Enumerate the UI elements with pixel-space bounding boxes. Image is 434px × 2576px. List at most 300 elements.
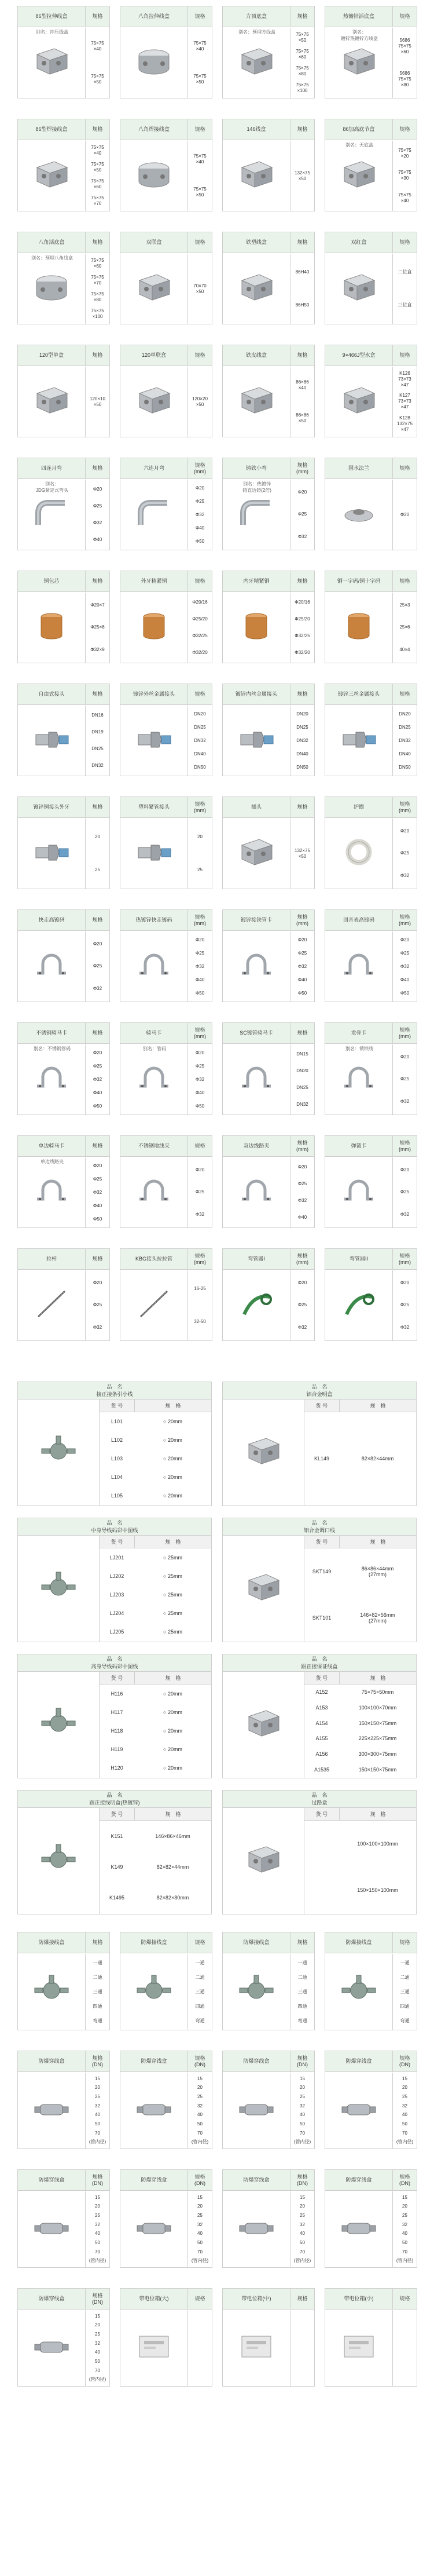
product-illustration-icon xyxy=(134,1973,174,2011)
spec-value: 32 xyxy=(300,2103,305,2109)
table-product-image xyxy=(18,1400,99,1506)
product-image xyxy=(120,1044,187,1115)
spec-value: Φ20 xyxy=(297,489,307,495)
product-card-body xyxy=(325,480,417,550)
spec-value: Φ25 xyxy=(195,1063,205,1069)
product-card-header xyxy=(325,571,417,592)
spec-value: Φ40 xyxy=(195,525,205,531)
spec-list xyxy=(85,2073,109,2149)
product-card xyxy=(17,796,110,889)
item-spec: 146×86×46mm xyxy=(155,1833,190,1839)
product-illustration-icon xyxy=(236,44,277,82)
product-card xyxy=(17,1932,110,2030)
spec-value: DN40 xyxy=(194,751,206,757)
product-image xyxy=(18,1954,85,2030)
spec-value: Φ32 xyxy=(93,1076,102,1082)
product-illustration-icon xyxy=(134,496,174,534)
product-name: 热镀锌活底盒 xyxy=(343,13,374,19)
spec-value: 75×75 ×40 xyxy=(193,40,207,52)
table-row xyxy=(100,1833,211,1839)
product-name: 八角活底盒 xyxy=(38,239,65,245)
spec-value: 5686 75×75 ×80 xyxy=(398,71,411,88)
spec-value: Φ25/20 xyxy=(295,616,310,622)
product-illustration-icon xyxy=(31,609,72,646)
spec-list xyxy=(187,480,212,550)
spec-value: (管内径) xyxy=(89,2377,106,2383)
item-code: LJ205 xyxy=(109,1629,124,1635)
product-illustration-icon xyxy=(236,1973,277,2011)
product-image xyxy=(223,1270,290,1340)
product-name: 铜包芯 xyxy=(43,578,60,584)
item-code: A155 xyxy=(315,1735,328,1742)
spec-value: 70 xyxy=(402,2249,407,2255)
spec-value: Φ50 xyxy=(93,1216,102,1222)
spec-header: 规格 xyxy=(187,6,212,27)
product-card-header xyxy=(120,2051,212,2072)
product-card-header xyxy=(325,2170,417,2191)
product-card-body xyxy=(325,593,417,663)
item-code: LJ203 xyxy=(109,1592,124,1598)
spec-header: 规格 xyxy=(290,6,314,27)
spec-header: 规格 xyxy=(85,6,109,27)
spec-list xyxy=(290,2073,314,2149)
product-image xyxy=(223,141,290,211)
spec-value: (管内径) xyxy=(89,2139,106,2145)
spec-header: 规格 xyxy=(290,1023,314,1043)
spec-value: Φ20 xyxy=(297,1164,307,1170)
spec-table-rows xyxy=(100,1821,211,1913)
product-card-header xyxy=(223,6,314,27)
table-row xyxy=(100,1474,211,1480)
product-name: 四连月弯 xyxy=(41,465,62,471)
product-illustration-icon xyxy=(38,1842,79,1880)
spec-header: 规格 (mm) xyxy=(392,1136,417,1156)
item-spec: 82×82×80mm xyxy=(156,1895,189,1901)
spec-header: 规格 xyxy=(392,571,417,591)
product-card xyxy=(325,345,417,437)
spec-value: 20 xyxy=(402,2085,407,2091)
spec-value: 40 xyxy=(197,2231,203,2237)
spec-value: 40 xyxy=(300,2231,305,2237)
spec-table-rows xyxy=(100,1685,211,1777)
product-illustration-icon xyxy=(31,1287,72,1324)
product-image xyxy=(18,1157,85,1227)
spec-value: 15 xyxy=(402,2076,407,2081)
spec-value: DN25 xyxy=(91,746,104,751)
product-name: 铜一字码/铜十字码 xyxy=(337,578,381,584)
product-card-body xyxy=(120,1954,212,2030)
product-illustration-icon xyxy=(31,1061,72,1098)
product-name: 防爆穿线盒 xyxy=(243,2058,270,2064)
spec-header: 规格 xyxy=(85,684,109,704)
product-card-header xyxy=(120,1136,212,1157)
product-illustration-icon xyxy=(134,270,174,308)
product-card xyxy=(120,2051,212,2149)
spec-header: 规格 xyxy=(85,1932,109,1953)
spec-value: 120×10 ×50 xyxy=(90,396,105,407)
spec-value: Φ32/25 xyxy=(192,633,208,638)
table-category-title: 品 名 过路盒 xyxy=(223,1791,416,1808)
spec-list xyxy=(85,593,109,663)
product-card xyxy=(222,345,315,437)
product-card-body xyxy=(120,28,212,98)
spec-value: DN32 xyxy=(91,762,104,768)
spec-value: 20 xyxy=(95,2085,100,2091)
product-card-header xyxy=(18,1136,109,1157)
spec-list xyxy=(392,2191,417,2267)
product-alias: 别名：预埋方线盒 xyxy=(238,30,275,35)
product-card-header xyxy=(18,458,109,479)
spec-header: 规格 (mm) xyxy=(187,910,212,930)
product-illustration-icon xyxy=(31,948,72,985)
product-name: 86型拉伸线盒 xyxy=(35,13,68,19)
spec-list xyxy=(85,367,109,437)
spec-value: 四通 xyxy=(195,2003,205,2009)
item-code: K151 xyxy=(111,1833,123,1839)
item-spec: 100×100×70mm xyxy=(358,1704,397,1711)
product-name: 弯管器I xyxy=(248,1256,265,1262)
table-product-image xyxy=(18,1808,99,1914)
spec-value: 20 xyxy=(95,2204,100,2209)
product-card-header xyxy=(223,2170,314,2191)
product-card-body xyxy=(18,28,109,98)
spec-header: 规格 xyxy=(392,1932,417,1953)
spec-value: Φ20 xyxy=(400,1054,410,1060)
product-card-body xyxy=(120,1157,212,1227)
product-name: 9×466J型水盒 xyxy=(342,352,376,358)
table-row xyxy=(304,1612,416,1624)
product-illustration-icon xyxy=(339,157,379,195)
table-body xyxy=(223,1808,416,1914)
spec-value: Φ20 xyxy=(297,1280,307,1286)
item-spec: 150×150×75mm xyxy=(358,1766,397,1773)
product-card-header xyxy=(223,345,314,366)
product-name: 铸铁小弯 xyxy=(245,465,267,471)
spec-value: Φ25 xyxy=(195,1189,205,1195)
spec-value: 四通 xyxy=(93,2003,102,2009)
spec-value: 32 xyxy=(197,2103,203,2109)
spec-value: 16-25 xyxy=(194,1285,206,1291)
item-code: LJ204 xyxy=(109,1610,124,1616)
product-alias: 别名：不锈钢管码 xyxy=(34,1046,71,1051)
spec-value: 32 xyxy=(95,2221,100,2227)
product-card-header xyxy=(18,797,109,818)
spec-value: Φ32 xyxy=(400,872,410,878)
product-illustration-icon xyxy=(31,2210,72,2248)
product-card-body xyxy=(18,706,109,776)
spec-value: Φ32 xyxy=(195,1211,205,1217)
item-spec: ○ 20mm xyxy=(163,1691,182,1697)
spec-list xyxy=(392,1044,417,1115)
spec-header: 规格 (DN) xyxy=(187,2051,212,2071)
product-card-body xyxy=(120,2310,212,2386)
product-card xyxy=(325,1932,417,2030)
product-name: 拉杆 xyxy=(46,1256,57,1262)
spec-list xyxy=(392,819,417,889)
table-body xyxy=(18,1808,211,1914)
product-image xyxy=(325,2073,392,2149)
spec-header: 规格 xyxy=(187,345,212,366)
spec-value: 20 xyxy=(95,2322,100,2328)
spec-value: 50 xyxy=(402,2121,407,2126)
spec-list xyxy=(392,1270,417,1340)
spec-list xyxy=(290,2191,314,2267)
spec-value: Φ32 xyxy=(297,534,307,539)
product-card xyxy=(325,796,417,889)
product-image xyxy=(120,931,187,1002)
spec-header: 规格 xyxy=(392,345,417,366)
spec-value: Φ20/16 xyxy=(295,600,310,605)
spec-header: 规格 xyxy=(290,684,314,704)
table-row xyxy=(100,1573,211,1579)
product-card-header xyxy=(325,1136,417,1157)
spec-table-rows xyxy=(304,1412,416,1505)
product-image xyxy=(325,1954,392,2030)
product-illustration-icon xyxy=(339,1061,379,1098)
product-card-header xyxy=(120,910,212,931)
spec-value: 二位盒 xyxy=(398,269,412,275)
product-illustration-icon xyxy=(339,1287,379,1324)
spec-value: DN19 xyxy=(91,729,104,735)
product-card-body xyxy=(120,931,212,1002)
spec-value: Φ20/16 xyxy=(192,600,208,605)
spec-table-header xyxy=(100,1400,211,1412)
product-illustration-icon xyxy=(31,1973,72,2011)
product-card-body xyxy=(325,141,417,211)
spec-value: 75×75 ×50 xyxy=(193,187,207,198)
product-illustration-icon xyxy=(134,2329,174,2367)
product-card-body xyxy=(223,141,314,211)
spec-header: 规格 (DN) xyxy=(290,2051,314,2071)
spec-value: (管内径) xyxy=(293,2139,311,2145)
catalog-table-card xyxy=(222,1382,417,1506)
spec-value: 15 xyxy=(95,2194,100,2200)
product-image xyxy=(120,1270,187,1340)
spec-value: Φ32 xyxy=(93,1189,102,1195)
product-image xyxy=(325,254,392,324)
spec-value: 86×86 ×40 xyxy=(296,379,309,390)
spec-value: 70 xyxy=(197,2249,203,2255)
spec-list xyxy=(392,2310,417,2386)
spec-value: 75×75 ×70 xyxy=(91,195,104,206)
product-illustration-icon xyxy=(31,44,72,82)
spec-value: DN16 xyxy=(91,712,104,718)
spec-header: 规格 xyxy=(290,797,314,817)
product-card xyxy=(120,6,212,98)
spec-value: 二通 xyxy=(195,1974,205,1980)
spec-list xyxy=(392,367,417,437)
spec-list xyxy=(392,931,417,1002)
product-card-body xyxy=(18,141,109,211)
spec-value: Φ32 xyxy=(93,1324,102,1330)
spec-value: 一通 xyxy=(195,1960,205,1965)
product-illustration-icon xyxy=(339,2210,379,2248)
product-card-body xyxy=(18,2191,109,2267)
table-row xyxy=(100,1691,211,1697)
item-spec: 300×300×75mm xyxy=(358,1751,397,1757)
product-alias: 别名：管码 xyxy=(143,1046,166,1051)
spec-list xyxy=(290,819,314,889)
product-card-header xyxy=(18,684,109,705)
spec-list xyxy=(187,141,212,211)
spec-value: Φ50 xyxy=(195,538,205,544)
spec-table xyxy=(99,1672,211,1778)
item-spec: 150×150×100mm xyxy=(357,1887,398,1893)
product-name: 防爆穿线盒 xyxy=(345,2177,372,2183)
item-spec: ○ 25mm xyxy=(163,1610,182,1616)
spec-header: 规格 xyxy=(85,458,109,478)
product-card-header xyxy=(325,2051,417,2072)
spec-value: DN25 xyxy=(296,724,308,730)
product-card-body xyxy=(325,931,417,1002)
spec-header: 规格 xyxy=(187,2289,212,2309)
spec-table-header xyxy=(100,1808,211,1821)
spec-list xyxy=(85,28,109,98)
spec-value: 15 xyxy=(95,2313,100,2319)
product-image xyxy=(18,2073,85,2149)
product-card-header xyxy=(325,119,417,140)
spec-value: Φ25 xyxy=(93,1176,102,1182)
product-name: 120单联盒 xyxy=(141,352,167,358)
product-card-header xyxy=(120,1023,212,1044)
product-image xyxy=(18,28,85,98)
spec-header: 规格 (mm) xyxy=(392,1023,417,1043)
product-card-header xyxy=(120,345,212,366)
spec-header: 规格 (DN) xyxy=(85,2051,109,2071)
product-name: 护圈 xyxy=(353,804,364,810)
spec-value: 70 xyxy=(402,2130,407,2136)
item-spec: 82×82×44mm xyxy=(156,1864,189,1870)
column-header-code: 货 号 xyxy=(111,1539,123,1545)
item-code: L105 xyxy=(111,1493,123,1499)
spec-value: Φ25 xyxy=(93,1063,102,1069)
product-image xyxy=(223,2310,290,2386)
product-card-header xyxy=(223,1136,314,1157)
product-name: 固水法兰 xyxy=(348,465,369,471)
spec-value: 40 xyxy=(95,2231,100,2237)
spec-value: Φ20×7 xyxy=(90,602,105,608)
product-card-body xyxy=(325,254,417,324)
spec-list xyxy=(290,931,314,1002)
product-card-body xyxy=(120,367,212,437)
product-illustration-icon xyxy=(134,835,174,872)
spec-list xyxy=(392,254,417,324)
product-card xyxy=(325,1248,417,1341)
spec-value: Φ20 xyxy=(297,937,307,942)
product-illustration-icon xyxy=(339,609,379,646)
product-name: 带电位箱(中) xyxy=(241,2296,271,2301)
item-spec: ○ 25mm xyxy=(163,1555,182,1561)
spec-table xyxy=(304,1400,416,1506)
product-card-header xyxy=(120,232,212,253)
spec-list xyxy=(392,1157,417,1227)
product-image xyxy=(120,1157,187,1227)
spec-value: Φ50 xyxy=(297,990,307,996)
product-image xyxy=(325,1044,392,1115)
product-card-header xyxy=(18,2170,109,2191)
product-card xyxy=(120,1248,212,1341)
product-card xyxy=(17,909,110,1002)
product-card-body xyxy=(120,1044,212,1115)
spec-value: Φ25 xyxy=(195,498,205,504)
table-category-title: 品 名 跟正接线明盒(热镀锌) xyxy=(18,1791,211,1808)
product-card-header xyxy=(120,571,212,592)
spec-value: 15 xyxy=(300,2194,305,2200)
product-card xyxy=(325,458,417,550)
product-image xyxy=(120,141,187,211)
spec-value: K128 132×75 ×47 xyxy=(397,415,413,432)
spec-list xyxy=(187,254,212,324)
product-card xyxy=(222,6,315,98)
product-name: 方顶底盒 xyxy=(245,13,267,19)
spec-value: Φ25 xyxy=(400,1189,410,1195)
spec-value: 50 xyxy=(197,2239,203,2245)
product-card-body xyxy=(18,1954,109,2030)
column-header-code: 货 号 xyxy=(315,1403,328,1409)
product-card-body xyxy=(18,480,109,550)
table-row xyxy=(100,1555,211,1561)
column-header-spec: 规 格 xyxy=(339,1536,416,1548)
item-code: A1535 xyxy=(314,1766,330,1773)
spec-value: 40 xyxy=(95,2112,100,2118)
table-category-title: 品 名 铝合金调口线 xyxy=(223,1518,416,1536)
product-alias: 别名：冲压线盒 xyxy=(36,30,68,35)
product-image xyxy=(325,593,392,663)
product-card xyxy=(222,1248,315,1341)
spec-header: 规格 (mm) xyxy=(187,797,212,817)
spec-value: 40 xyxy=(402,2231,407,2237)
product-name: 快走高镀码 xyxy=(38,917,65,923)
column-header-code: 货 号 xyxy=(315,1675,328,1681)
product-illustration-icon xyxy=(236,270,277,308)
product-card-body xyxy=(223,706,314,776)
table-row xyxy=(100,1728,211,1734)
product-card xyxy=(17,6,110,98)
product-card xyxy=(222,796,315,889)
product-card xyxy=(17,684,110,776)
catalog-table-card xyxy=(17,1654,212,1778)
spec-value: Φ50 xyxy=(195,990,205,996)
product-illustration-icon xyxy=(134,1061,174,1098)
product-name: 骑马卡 xyxy=(146,1030,162,1036)
table-category-title: 品 名 接正接条引小线 xyxy=(18,1382,211,1400)
product-card-header xyxy=(120,2170,212,2191)
product-card-body xyxy=(325,28,417,98)
product-name: 双边线路夹 xyxy=(243,1143,270,1149)
product-name: 镀锌接铁管卡 xyxy=(240,917,272,923)
product-card-header xyxy=(223,571,314,592)
spec-value: DN20 xyxy=(399,711,411,717)
spec-list xyxy=(85,1954,109,2030)
spec-table-rows xyxy=(100,1412,211,1505)
spec-list xyxy=(290,706,314,776)
spec-header: 规格 xyxy=(85,232,109,253)
spec-list xyxy=(290,593,314,663)
product-card-header xyxy=(120,6,212,27)
product-card-header xyxy=(325,2289,417,2310)
spec-value: 50 xyxy=(402,2239,407,2245)
spec-value: 86H40 xyxy=(295,269,310,275)
item-spec: 82×82×44mm xyxy=(361,1456,394,1461)
spec-list xyxy=(187,1270,212,1340)
product-card xyxy=(120,2169,212,2268)
spec-value: Φ32 xyxy=(93,985,102,991)
column-header-spec: 规 格 xyxy=(134,1536,211,1548)
spec-value: 75×75 ×50 xyxy=(91,74,104,85)
column-header-spec: 规 格 xyxy=(134,1808,211,1820)
spec-value: 70 xyxy=(300,2249,305,2255)
spec-header: 规格 xyxy=(290,345,314,366)
